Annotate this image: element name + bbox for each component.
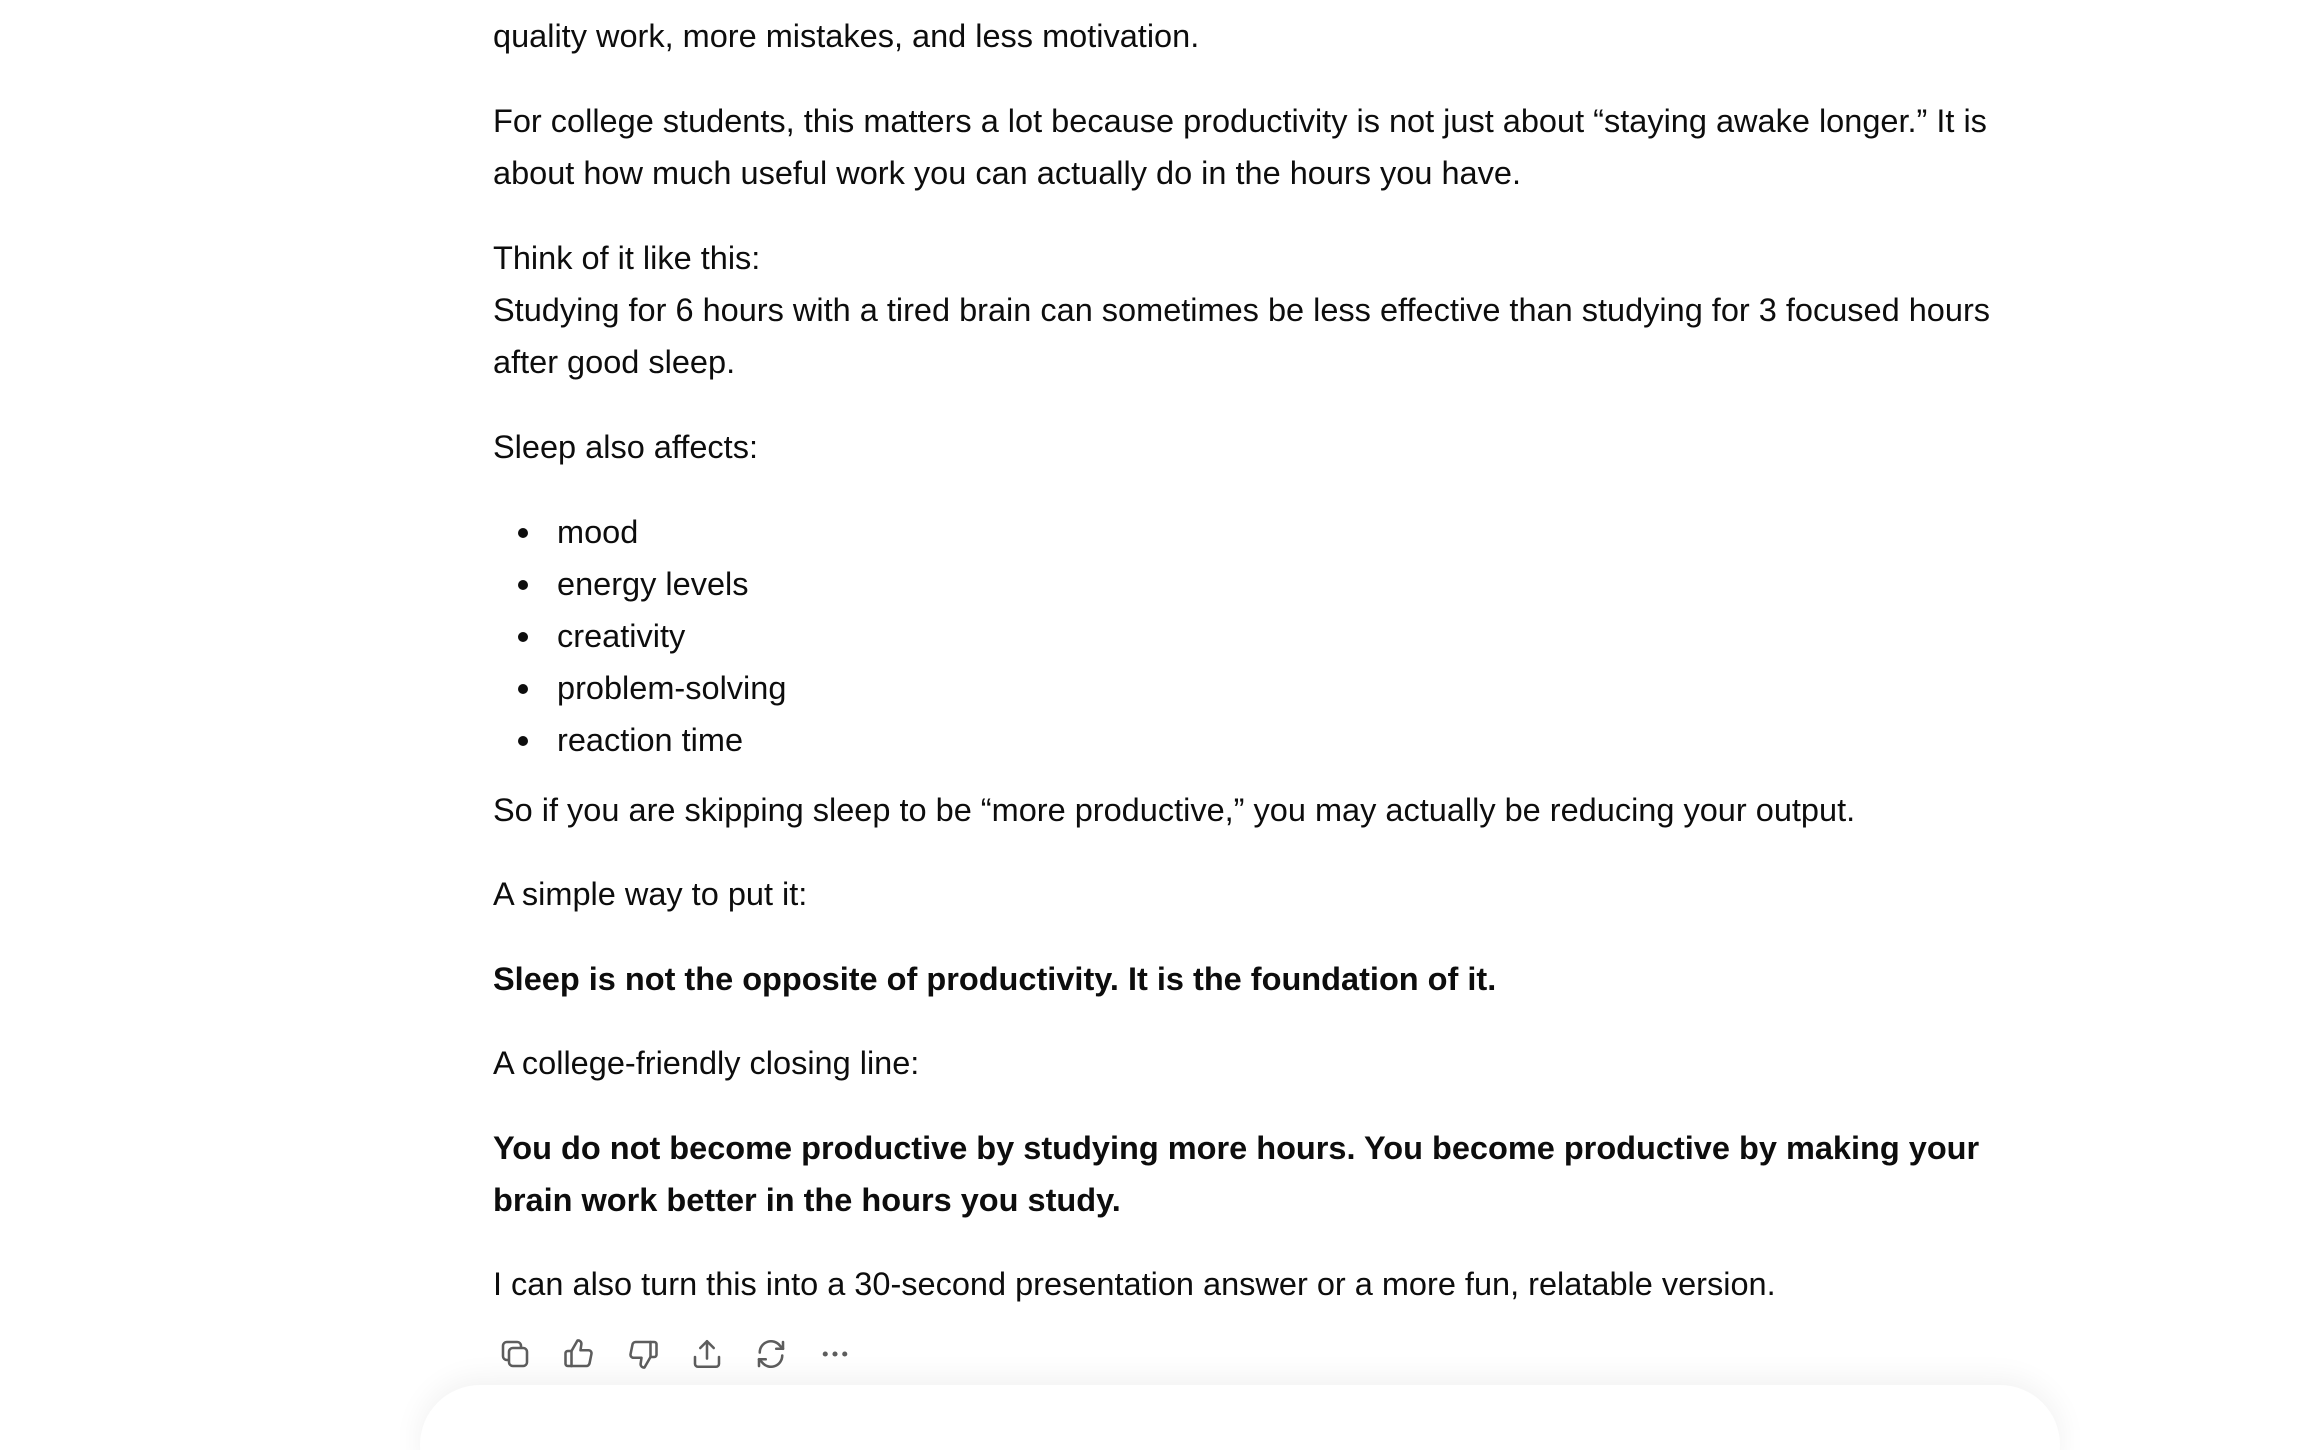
bad-response-button[interactable]	[621, 1332, 665, 1376]
paragraph-sleep-affects: Sleep also affects:	[493, 429, 758, 465]
list-item: reaction time	[493, 714, 2033, 766]
share-button[interactable]	[685, 1332, 729, 1376]
paragraph-skipping-sleep: So if you are skipping sleep to be “more productive,” you may actually be reducing your output.	[493, 792, 1856, 828]
bullet-dot	[518, 580, 528, 590]
paragraph-offer: I can also turn this into a 30-second presentation answer or a more fun, relatable version.	[493, 1266, 1776, 1302]
paragraph-simple-way: A simple way to put it:	[493, 876, 808, 912]
share-icon	[689, 1336, 725, 1372]
list-item: problem-solving	[493, 662, 2033, 714]
regenerate-icon	[753, 1336, 789, 1372]
bullet-dot	[518, 684, 528, 694]
paragraph-truncated: quality work, more mistakes, and less motivation.	[493, 18, 1200, 54]
paragraph-think-intro: Think of it like this:	[493, 240, 761, 276]
more-options-button[interactable]	[813, 1332, 857, 1376]
regenerate-button[interactable]	[749, 1332, 793, 1376]
paragraph-closing-intro: A college-friendly closing line:	[493, 1045, 920, 1081]
paragraph-key-statement: Sleep is not the opposite of productivity. It is the foundation of it.	[493, 961, 1497, 997]
paragraph-studying-comparison: Studying for 6 hours with a tired brain can sometimes be less effective than studying for 3 focused hours after good sleep.	[493, 292, 1991, 380]
bullet-dot	[518, 632, 528, 642]
thumbs-up-icon	[561, 1336, 597, 1372]
paragraph-closing-line: You do not become productive by studying more hours. You become productive by making your brain work better in the hours you study.	[493, 1130, 1980, 1218]
list-item: energy levels	[493, 558, 2033, 610]
paragraph-college-students: For college students, this matters a lot because productivity is not just about “staying awake longer.” It is about how much useful work you can actually do in the hours you have.	[493, 103, 1987, 191]
affects-list	[493, 506, 2033, 766]
list-item: mood	[493, 506, 2033, 558]
list-item: creativity	[493, 610, 2033, 662]
bullet-dot	[518, 528, 528, 538]
good-response-button[interactable]	[557, 1332, 601, 1376]
composer-edge	[420, 1385, 2060, 1450]
copy-icon	[497, 1336, 533, 1372]
copy-button[interactable]	[493, 1332, 537, 1376]
bullet-dot	[518, 736, 528, 746]
more-icon	[817, 1336, 853, 1372]
thumbs-down-icon	[625, 1336, 661, 1372]
message-actions	[493, 1332, 877, 1376]
